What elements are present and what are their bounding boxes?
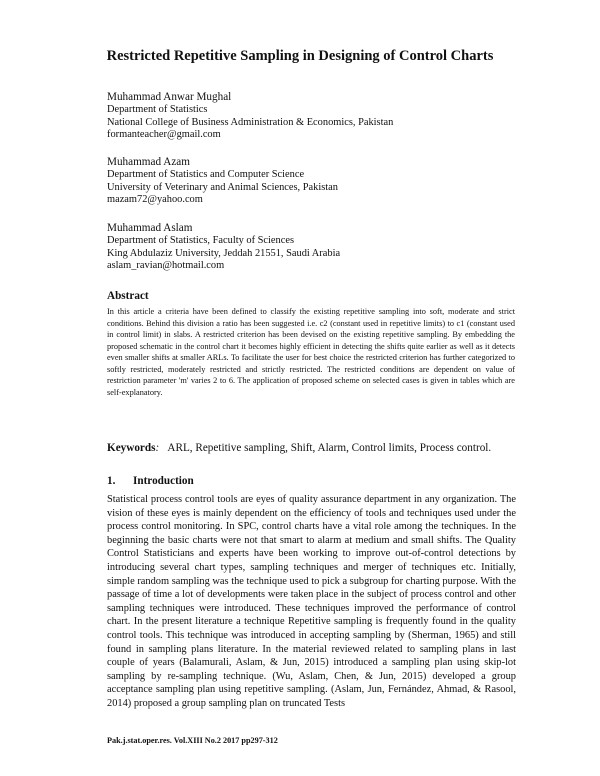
author-department: Department of Statistics, Faculty of Sciences (107, 235, 294, 246)
keywords-list: ARL, Repetitive sampling, Shift, Alarm, Control limits, Process control. (167, 442, 492, 454)
author-email: formanteacher@gmail.com (107, 129, 221, 141)
author-affiliation: University of Veterinary and Animal Sciences, Pakistan (107, 181, 338, 193)
journal-footer: Pak.j.stat.oper.res. Vol.XIII No.2 2017 pp297-312 (107, 736, 278, 745)
author-name: Muhammad Azam (107, 156, 190, 168)
author-department: Department of Statistics (107, 104, 208, 115)
paper-title: Restricted Repetitive Sampling in Designing of Control Charts (106, 48, 494, 64)
section-title: Introduction (133, 475, 194, 487)
keywords-separator: : (155, 442, 160, 454)
keywords-line (107, 442, 527, 454)
author-department: Department of Statistics and Computer Science (107, 169, 305, 180)
abstract-heading: Abstract (107, 290, 149, 302)
author-block-2 (107, 155, 547, 207)
author-name: Muhammad Anwar Mughal (107, 91, 232, 103)
introduction-text: Statistical process control tools are eyes of quality assurance department in any organization. The vision of these eyes is mainly dependent on the efficiency of tools and techniques used under the process control monitoring. In SPC, control charts have a vital role among the techniques. In the beginning the basic charts were not that smart to alarm at medium and small shifts. The Quality Control Statisticians and experts have been working to improve out-of-control detections by introducing several chart types, sampling techniques and merger of techniques etc. Initially, simple random sampling was the technique used to pick a subgroup for charting purpose. With the passage of time a lot of developments were taken place in the subject of process control and other sampling techniques were introduced. These techniques improved the performance of control chart. In the present literature a technique Repetitive sampling is frequently found in the quality control tools. This technique was introduced in accepting sampling by (Sherman, 1965) and still found in sampling plans literature. In the material reviewed related to sampling plans in last couple of years (Balamurali, Aslam, & Jun, 2015) introduced a sampling plan using skip-lot sampling by re-sampling technique. (Wu, Aslam, Chen, & Jun, 2015) developed a group acceptance sampling plan using repetitive sampling. (Aslam, Jun, Fernández, Ahmad, & Rasool, 2014) proposed a group sampling plan on truncated Tests (107, 494, 516, 709)
author-affiliation: National College of Business Administration & Economics, Pakistan (107, 116, 394, 128)
author-affiliation: King Abdulaziz University, Jeddah 21551, Saudi Arabia (107, 247, 341, 259)
author-block-1 (107, 90, 547, 142)
author-email: aslam_ravian@hotmail.com (107, 260, 225, 272)
keywords-label: Keywords (107, 442, 156, 454)
author-email: mazam72@yahoo.com (107, 194, 203, 206)
section-heading-introduction (107, 475, 194, 487)
section-number: 1. (107, 475, 116, 487)
author-block-3 (107, 221, 547, 273)
abstract-text: In this article a criteria have been defined to classify the existing repetitive sampling into soft, moderate and strict conditions. Behind this division a ratio has been suggested i.e. c2 (constant used in repetitive limits) to c1 (constant used in control limit) in slabs. A restricted criterion has been devised on the existing repetitive sampling. By embedding the proposed schematic in the control chart it becomes highly efficient in detecting the shifts quite earlier as well as it detects even smaller shifts at smaller ARLs. To facilitate the user for best choice the restricted criterion has further categorized to softly restricted, moderately restricted and strictly restricted. The restricted conditions are dependent on value of restriction parameter 'm' varies 2 to 6. The application of proposed scheme on selected cases is given in tables which are self-explanatory. (107, 307, 515, 397)
author-name: Muhammad Aslam (107, 222, 193, 234)
